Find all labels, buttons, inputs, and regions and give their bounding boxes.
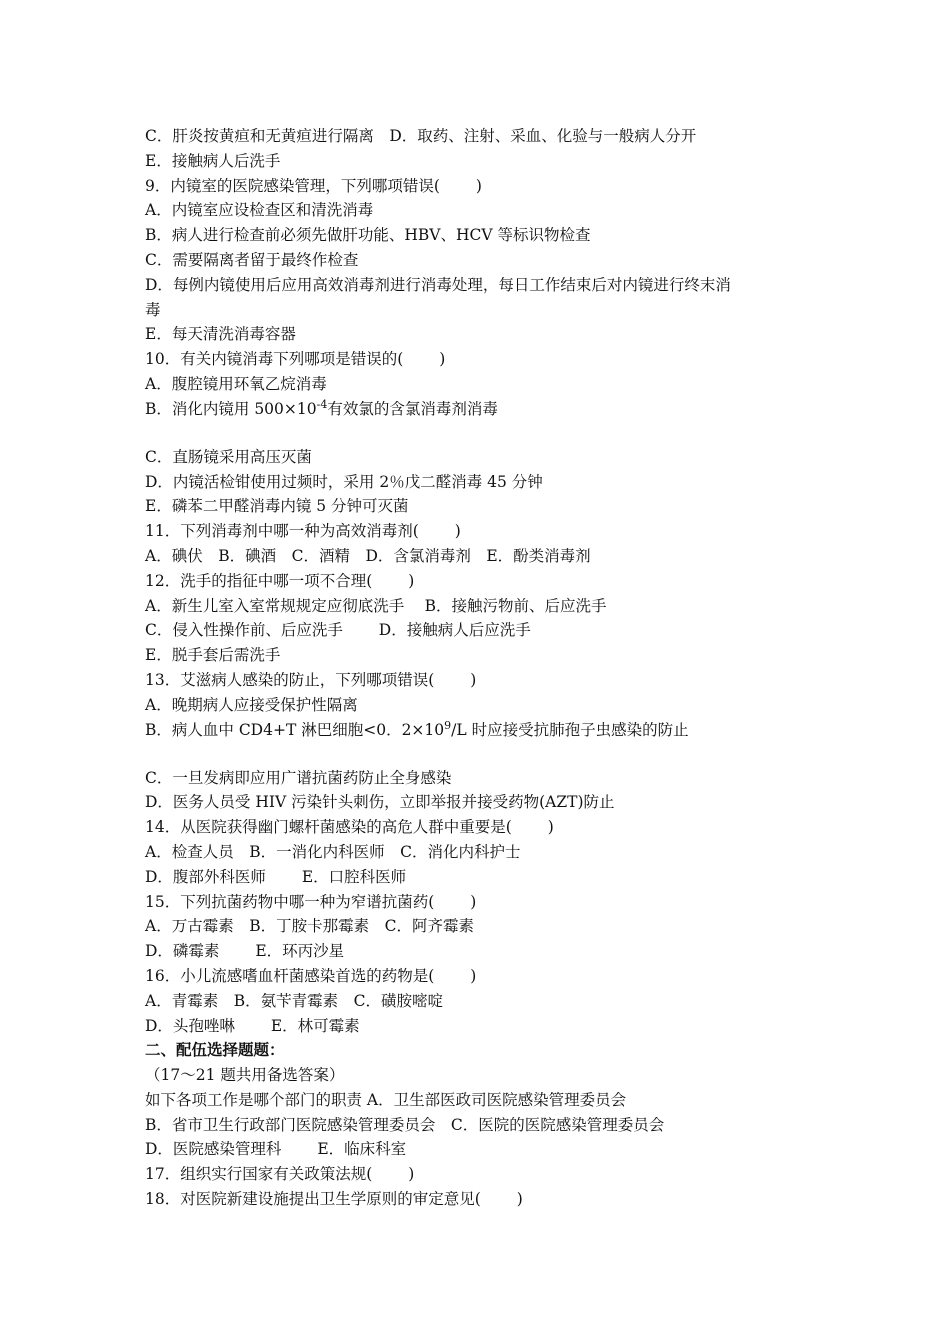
question-10: 10．有关内镜消毒下列哪项是错误的( ) bbox=[145, 350, 446, 369]
option-line-continued: 毒 bbox=[145, 300, 161, 319]
option-line: A．碘伏 B．碘酒 C．酒精 D．含氯消毒剂 E．酚类消毒剂 bbox=[145, 546, 591, 565]
document-body bbox=[145, 124, 825, 1212]
option-line: C．一旦发病即应用广谱抗菌药防止全身感染 bbox=[145, 768, 452, 787]
option-line: A．腹腔镜用环氧乙烷消毒 bbox=[145, 374, 327, 393]
text-segment: /L 时应接受抗肺孢子虫感染的防止 bbox=[451, 720, 689, 739]
note-line: （17～21 题共用备选答案） bbox=[145, 1066, 345, 1085]
option-line: E．磷苯二甲醛消毒内镜 5 分钟可灭菌 bbox=[145, 497, 409, 516]
option-line: A．内镜室应设检查区和清洗消毒 bbox=[145, 201, 374, 220]
section-heading: 二、配伍选择题题： bbox=[145, 1040, 285, 1060]
text-segment: B．病人血中 CD4+T 淋巴细胞<0．2×10 bbox=[145, 720, 445, 739]
question-13: 13．艾滋病人感染的防止，下列哪项错误( ) bbox=[145, 670, 477, 689]
option-line: D．医务人员受 HIV 污染针头刺伤，立即举报并接受药物(AZT)防止 bbox=[145, 793, 615, 812]
option-line: D．内镜活检钳使用过频时，采用 2％戊二醛消毒 45 分钟 bbox=[145, 472, 543, 491]
exponent: -4 bbox=[316, 397, 328, 411]
text-line: C．肝炎按黄疸和无黄疸进行隔离 D．取药、注射、采血、化验与一般病人分开 bbox=[145, 127, 697, 145]
question-15: 15．下列抗菌药物中哪一种为窄谱抗菌药( ) bbox=[145, 892, 477, 911]
option-line: A．检查人员 B．一消化内科医师 C．消化内科护士 bbox=[145, 842, 521, 861]
exponent: 9 bbox=[444, 718, 452, 732]
question-11: 11．下列消毒剂中哪一种为高效消毒剂( ) bbox=[145, 522, 461, 541]
question-12: 12．洗手的指征中哪一项不合理( ) bbox=[145, 571, 415, 590]
question-18: 18．对医院新建设施提出卫生学原则的审定意见( ) bbox=[145, 1190, 523, 1209]
option-line: A．万古霉素 B．丁胺卡那霉素 C．阿齐霉素 bbox=[145, 917, 474, 936]
option-line: C．直肠镜采用高压灭菌 bbox=[145, 447, 312, 466]
text-segment: 有效氯的含氯消毒剂消毒 bbox=[327, 399, 498, 418]
question-17: 17．组织实行国家有关政策法规( ) bbox=[145, 1165, 415, 1184]
question-16: 16．小儿流感嗜血杆菌感染首选的药物是( ) bbox=[145, 966, 477, 985]
option-line: E．每天清洗消毒容器 bbox=[145, 325, 296, 344]
option-line: D．医院感染管理科 E．临床科室 bbox=[145, 1140, 407, 1159]
option-line: A．晚期病人应接受保护性隔离 bbox=[145, 695, 358, 714]
option-line: 如下各项工作是哪个部门的职责 A．卫生部医政司医院感染管理委员会 bbox=[145, 1090, 627, 1109]
option-line-with-exponent bbox=[145, 397, 825, 445]
option-line: B．省市卫生行政部门医院感染管理委员会 C．医院的医院感染管理委员会 bbox=[145, 1115, 665, 1134]
option-line-with-exponent bbox=[145, 718, 825, 766]
option-line: A．青霉素 B．氨苄青霉素 C．磺胺嘧啶 bbox=[145, 991, 443, 1010]
text-line: E．接触病人后洗手 bbox=[145, 151, 281, 170]
option-line: D．腹部外科医师 E．口腔科医师 bbox=[145, 867, 407, 886]
question-14: 14．从医院获得幽门螺杆菌感染的高危人群中重要是( ) bbox=[145, 818, 554, 837]
option-line: D．每例内镜使用后应用高效消毒剂进行消毒处理，每日工作结束后对内镜进行终末消 bbox=[145, 275, 731, 294]
option-line: A．新生儿室入室常规规定应彻底洗手 B．接触污物前、后应洗手 bbox=[145, 596, 607, 615]
option-line: D．头孢唑啉 E．林可霉素 bbox=[145, 1016, 360, 1035]
option-line: C．需要隔离者留于最终作检查 bbox=[145, 250, 359, 269]
option-line: E．脱手套后需洗手 bbox=[145, 646, 281, 665]
option-line: C．侵入性操作前、后应洗手 D．接触病人后应洗手 bbox=[145, 621, 531, 640]
option-line: D．磷霉素 E．环丙沙星 bbox=[145, 942, 345, 961]
question-9: 9．内镜室的医院感染管理，下列哪项错误( ) bbox=[145, 176, 482, 195]
option-line: B．病人进行检查前必须先做肝功能、HBV、HCV 等标识物检查 bbox=[145, 226, 591, 245]
text-segment: B．消化内镜用 500×10 bbox=[145, 399, 317, 418]
